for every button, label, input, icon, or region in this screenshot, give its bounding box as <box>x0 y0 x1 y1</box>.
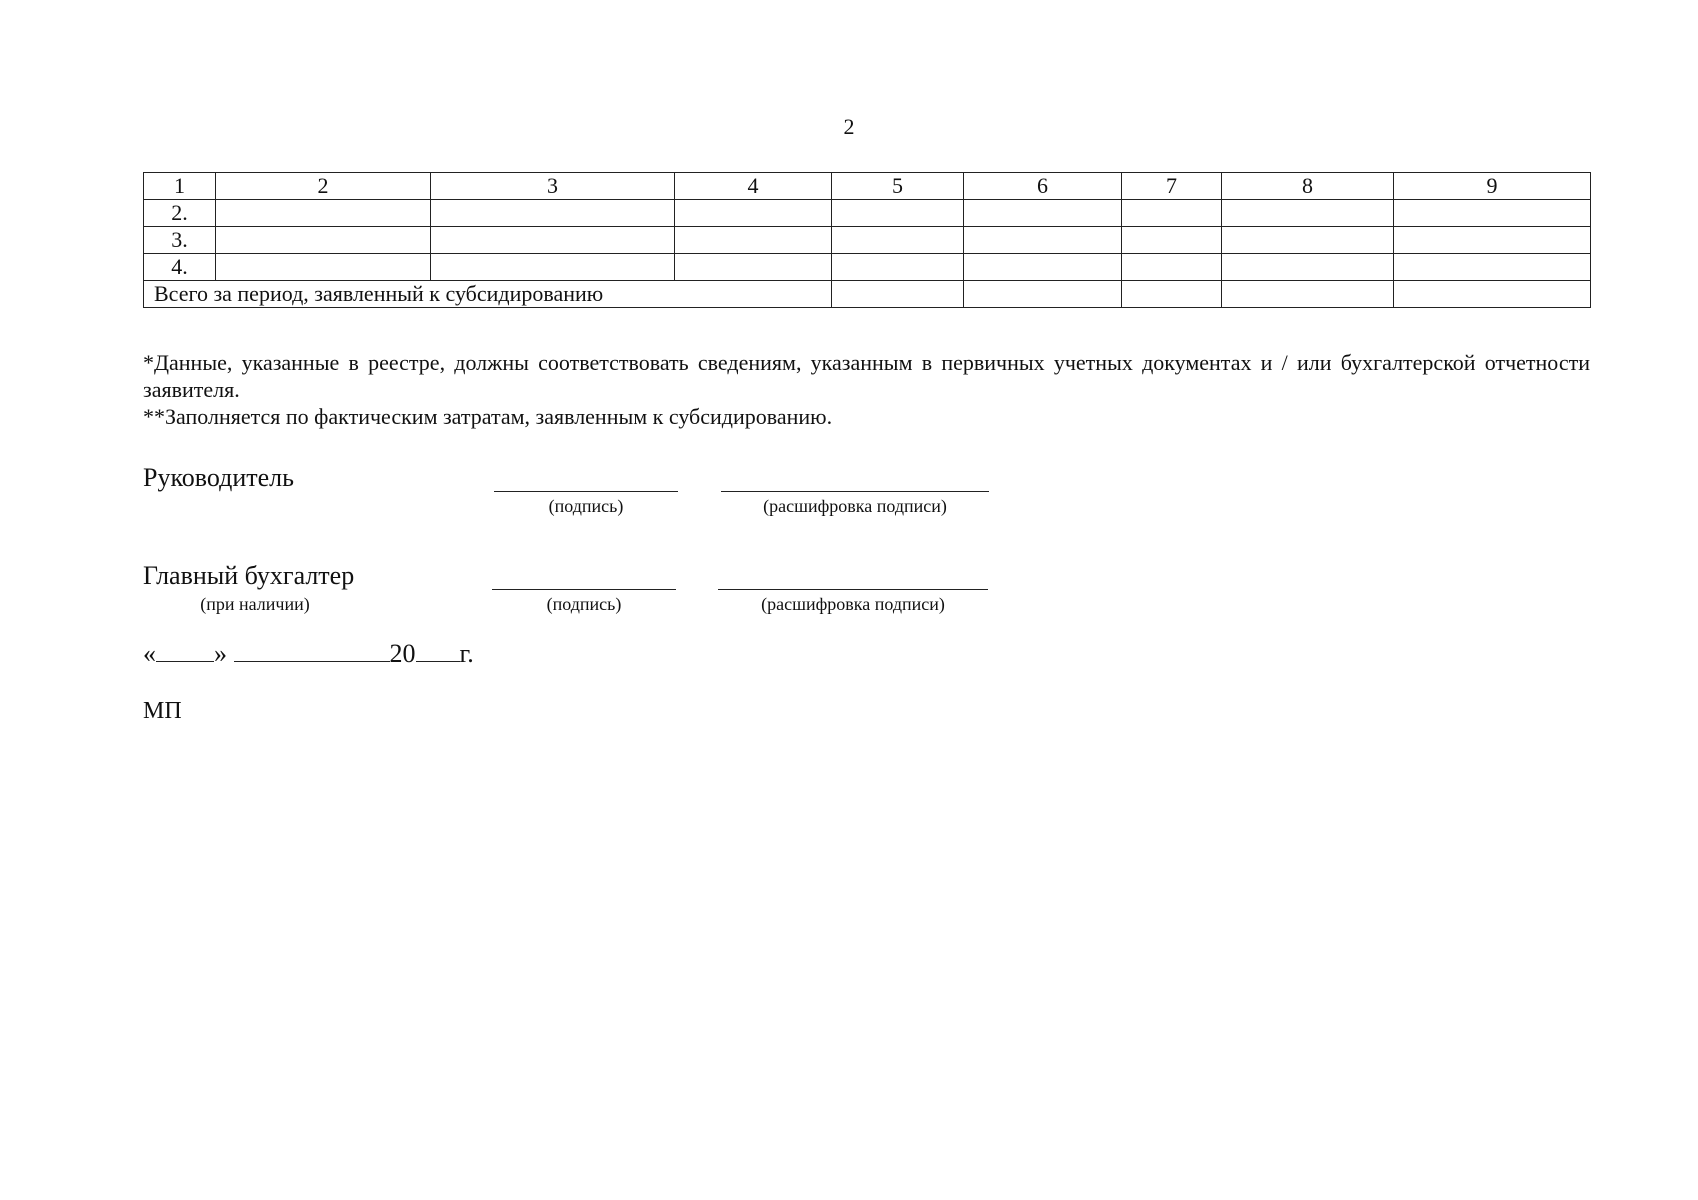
accountant-role-label: Главный бухгалтер <box>143 561 355 590</box>
total-label: Всего за период, заявленный к субсидированию <box>144 281 832 308</box>
page-number: 2 <box>843 114 855 139</box>
table-cell[interactable] <box>675 254 832 281</box>
head-signature-caption: (подпись) <box>548 496 624 516</box>
total-cell[interactable] <box>1222 281 1394 308</box>
table-row <box>144 227 1591 254</box>
table-row <box>144 254 1591 281</box>
total-cell[interactable] <box>964 281 1122 308</box>
table-cell[interactable] <box>1394 254 1591 281</box>
registry-table <box>143 172 1591 308</box>
day-blank[interactable] <box>156 639 214 662</box>
column-number: 8 <box>1222 173 1394 200</box>
table-header-row <box>144 173 1591 200</box>
footnote-actual-costs: **Заполняется по фактическим затратам, заявленным к субсидированию. <box>143 404 833 429</box>
date-close-quote: » <box>214 639 227 668</box>
table-cell[interactable] <box>1222 227 1394 254</box>
column-number: 3 <box>431 173 675 200</box>
table-cell[interactable] <box>675 200 832 227</box>
total-row <box>144 281 1591 308</box>
head-decoding-caption: (расшифровка подписи) <box>763 496 947 516</box>
accountant-signature-line[interactable] <box>492 589 676 590</box>
table-cell[interactable] <box>964 200 1122 227</box>
month-blank[interactable] <box>234 639 390 662</box>
year-blank[interactable] <box>416 639 460 662</box>
accountant-decoding-line[interactable] <box>718 589 988 590</box>
table-cell[interactable] <box>964 254 1122 281</box>
table-cell[interactable] <box>1122 254 1222 281</box>
accountant-role-note: (при наличии) <box>200 594 310 614</box>
head-role-label: Руководитель <box>143 463 294 492</box>
row-number: 2. <box>144 200 216 227</box>
table-cell[interactable] <box>832 200 964 227</box>
date-century: 20 <box>389 639 416 668</box>
column-number: 1 <box>144 173 216 200</box>
table-cell[interactable] <box>216 227 431 254</box>
total-cell[interactable] <box>832 281 964 308</box>
column-number: 4 <box>675 173 832 200</box>
total-cell[interactable] <box>1122 281 1222 308</box>
row-number: 3. <box>144 227 216 254</box>
footnote-data-compliance: *Данные, указанные в реестре, должны соответствовать сведениям, указанным в первичных учетных документах и / или бухгалтерской отчетности заявителя. <box>143 350 1590 402</box>
date-line <box>143 638 474 670</box>
table-cell[interactable] <box>216 200 431 227</box>
table-cell[interactable] <box>1394 200 1591 227</box>
footnotes <box>143 349 1590 430</box>
table-cell[interactable] <box>1122 200 1222 227</box>
accountant-decoding-caption: (расшифровка подписи) <box>761 594 945 614</box>
table-cell[interactable] <box>431 254 675 281</box>
column-number: 2 <box>216 173 431 200</box>
head-decoding-line[interactable] <box>721 491 989 492</box>
table-cell[interactable] <box>832 227 964 254</box>
row-number: 4. <box>144 254 216 281</box>
table-cell[interactable] <box>675 227 832 254</box>
table-cell[interactable] <box>431 200 675 227</box>
total-cell[interactable] <box>1394 281 1591 308</box>
table-row <box>144 200 1591 227</box>
table-cell[interactable] <box>1122 227 1222 254</box>
table-cell[interactable] <box>431 227 675 254</box>
column-number: 6 <box>964 173 1122 200</box>
table-cell[interactable] <box>1222 254 1394 281</box>
table-cell[interactable] <box>1222 200 1394 227</box>
date-open-quote: « <box>143 639 156 668</box>
table-cell[interactable] <box>832 254 964 281</box>
table-cell[interactable] <box>216 254 431 281</box>
year-suffix: г. <box>459 639 474 668</box>
accountant-signature-caption: (подпись) <box>546 594 622 614</box>
head-signature-line[interactable] <box>494 491 678 492</box>
table-cell[interactable] <box>964 227 1122 254</box>
table-cell[interactable] <box>1394 227 1591 254</box>
column-number: 5 <box>832 173 964 200</box>
column-number: 7 <box>1122 173 1222 200</box>
column-number: 9 <box>1394 173 1591 200</box>
stamp-label: МП <box>143 698 182 724</box>
